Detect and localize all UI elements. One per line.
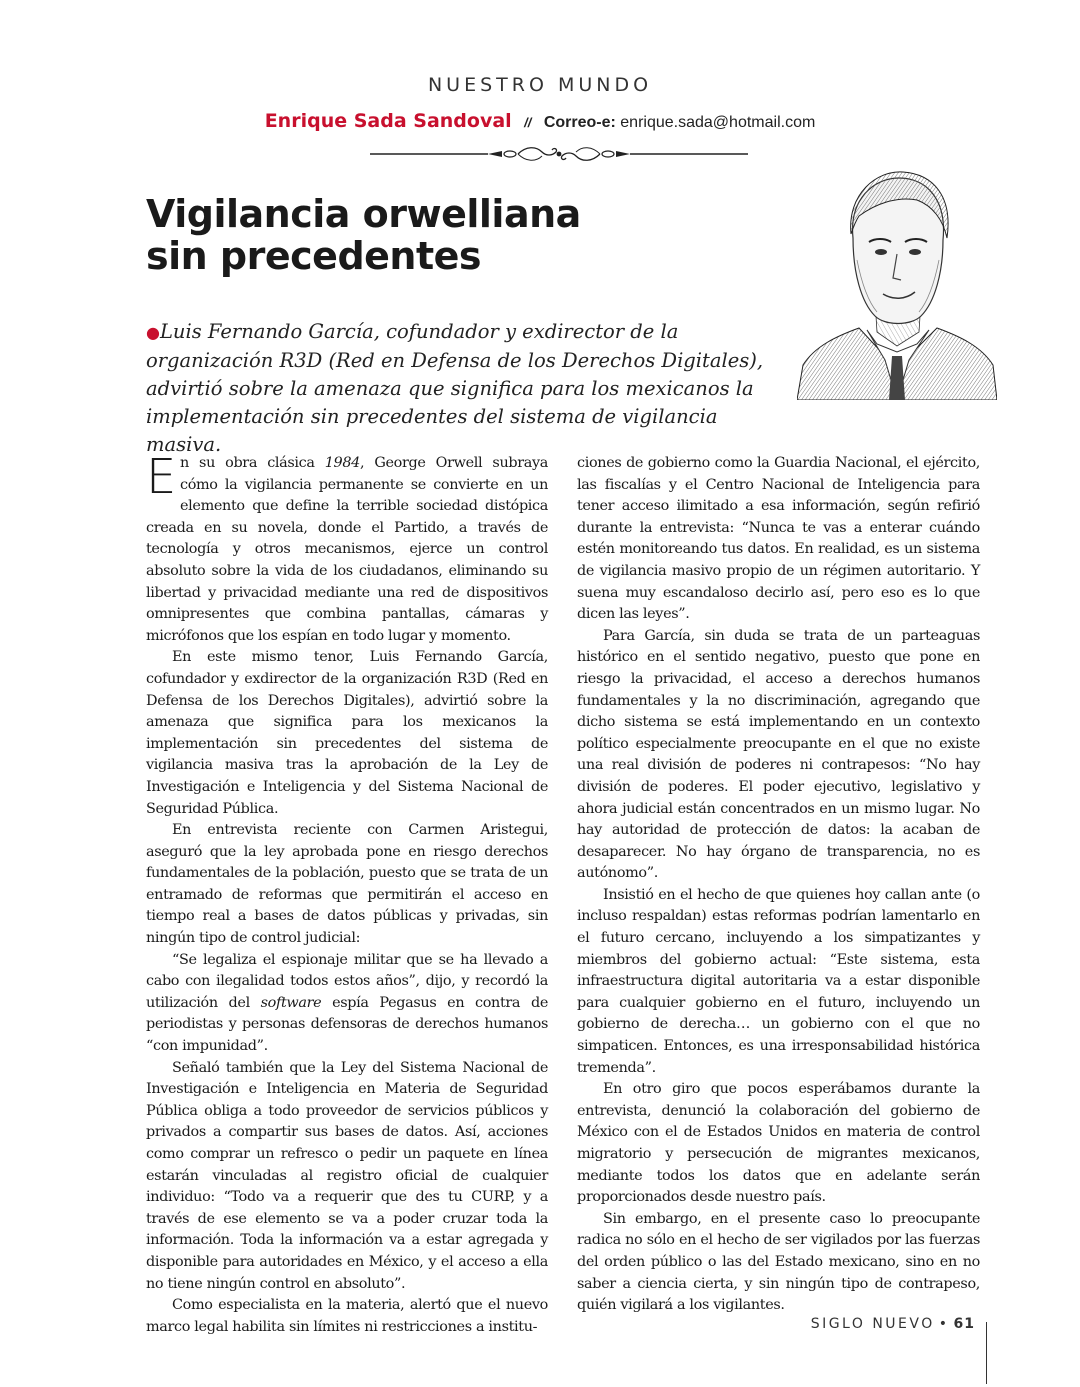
ornamental-divider-icon xyxy=(370,143,748,165)
deck-bullet-icon: ● xyxy=(146,323,160,342)
paragraph-7: Para García, sin duda se trata de un parteaguas histórico en el sentido negativo, puesto que pone en riesgo la privacidad, el acceso a derechos humanos fundamentales y la no discriminación, agregando que dicho sistema se está implementando en un contexto político especialmente preocupante en el que no existe una real división de poderes ni contrapesos: “No hay división de poderes. El poder ejecutivo, legislativo y ahora judicial están concentrados en un mismo lugar. No hay autoridad de protección de datos: la acaban de desaparecer. No hay órgano de transparencia, no es autónomo”. xyxy=(577,627,980,882)
article-title xyxy=(146,193,581,277)
byline-separator: // xyxy=(524,115,532,130)
page-footer xyxy=(811,1316,975,1332)
paragraph-9: En otro giro que pocos esperábamos durante la entrevista, denunció la colaboración del gobierno de México con el de Estados Unidos en materia de control migratorio y persecución de migrantes mexicanos, mediante todos los datos que en adelante serán proporcionados desde nuestro país. xyxy=(577,1081,980,1206)
email-label: Correo-e: xyxy=(543,114,616,131)
paragraph-6-continued: ciones de gobierno como la Guardia Nacional, el ejército, las fiscalías y el Centro Nacional de Inteligencia para tener acceso ilimitado a esa información, según refirió durante la entrevista: “Nunca te vas a enterar cuándo estén monitoreando tus datos. En realidad, es un sistema de vigilancia masivo propio de un régimen autoritario. Y suena muy escandaloso decirlo así, pero eso es lo que dicen las leyes”. xyxy=(577,455,980,623)
paragraph-5: Señaló también que la Ley del Sistema Nacional de Investigación e Inteligencia en Materia de Seguridad Pública obliga a todo proveedor de servicios públicos y privados a compartir sus bases de datos. Así, acciones como comprar un refresco o pedir un paquete en línea estarán vinculadas al registro oficial de cualquier individuo: “Todo va a requerir que des tu CURP, y a través de ese elemento se va a poder cruzar toda la información. Toda la información va a estar agregada y disponible para autoridades en México, y el acceso a ella no tiene ningún control en absoluto”. xyxy=(146,1059,548,1292)
author-portrait-illustration xyxy=(797,160,997,400)
paragraph-3: En entrevista reciente con Carmen Aristegui, aseguró que la ley aprobada pone en riesgo derechos fundamentales de la población, puesto que se trata de un entramado de reformas que permitirán el acceso en tiempo real a bases de datos públicas y privadas, sin ningún tipo de control judicial: xyxy=(146,822,548,947)
page-number: 61 xyxy=(953,1316,975,1332)
byline xyxy=(0,110,1080,132)
paragraph-4: “Se legaliza el espionaje militar que se ha llevado a cabo con ilegalidad todos estos años”, dijo, y recordó la utilización del software espía Pegasus en contra de periodistas y personas defensoras de derechos humanos “con impunidad”. xyxy=(146,951,548,1055)
author-email[interactable]: enrique.sada@hotmail.com xyxy=(620,114,816,131)
author-name: Enrique Sada Sandoval xyxy=(264,110,512,132)
paragraph-1: En su obra clásica 1984, George Orwell subraya cómo la vigilancia permanente se convierte en un elemento que define la terrible sociedad distópica creada en su novela, donde el Partido, a través de tecnología y otros mecanismos, ejerce un control absoluto sobre la vida de los ciudadanos, eliminando su libertad y privacidad mediante una red de dispositivos omnipresentes que combina pantallas, cámaras y micrófonos que los espían en todo lugar y momento. xyxy=(146,449,548,644)
deck-text: Luis Fernando García, cofundador y exdirector de la organización R3D (Red en Defensa de los Derechos Digitales), advirtió sobre la amenaza que significa para los mexicanos la implementación sin precedentes del sistema de vigilancia masiva. xyxy=(146,320,764,456)
paragraph-10: Sin embargo, en el presente caso lo preocupante radica no sólo en el hecho de ser vigilados por las fuerzas del orden público o las del Estado mexicano, sino en no saber a ciencia cierta, y sin ningún tipo de contrapeso, quién vigilará a los vigilantes. xyxy=(577,1210,980,1314)
book-title: 1984 xyxy=(324,455,360,471)
article-column-1 xyxy=(146,449,548,1338)
drop-cap: E xyxy=(146,449,176,505)
article-column-2 xyxy=(577,453,980,1317)
footer-dot-icon: • xyxy=(938,1316,950,1332)
paragraph-8: Insistió en el hecho de que quienes hoy callan ante (o incluso respaldan) estas reformas podrían lamentarlo en el futuro cercano, incluyendo a los simpatizantes y miembros del gobierno actual: “Este sistema, esta infraestructura digital autoritaria va a estar disponible para cualquier gobierno en el futuro, incluyendo un gobierno de derecha… un gobierno con el que no simpaticen. Entonces, es una irresponsabilidad histórica tremenda”. xyxy=(577,886,980,1076)
paragraph-2: En este mismo tenor, Luis Fernando García, cofundador y exdirector de la organización R3D (Red en Defensa de los Derechos Digitales), advirtió sobre la amenaza que significa para los mexicanos la implementación sin precedentes del sistema de vigilancia masiva tras la aprobación de la Ley de Investigación e Inteligencia y del Sistema Nacional de Seguridad Pública. xyxy=(146,649,548,817)
paragraph-6: Como especialista en la materia, alertó que el nuevo marco legal habilita sin límites ni restricciones a institu- xyxy=(146,1297,548,1335)
title-line-2: sin precedentes xyxy=(146,234,482,278)
section-label: NUESTRO MUNDO xyxy=(427,74,653,96)
title-line-1: Vigilancia orwelliana xyxy=(146,192,581,236)
article-deck xyxy=(146,318,786,459)
footer-rule xyxy=(986,1322,987,1384)
publication-name: SIGLO NUEVO xyxy=(810,1316,935,1332)
